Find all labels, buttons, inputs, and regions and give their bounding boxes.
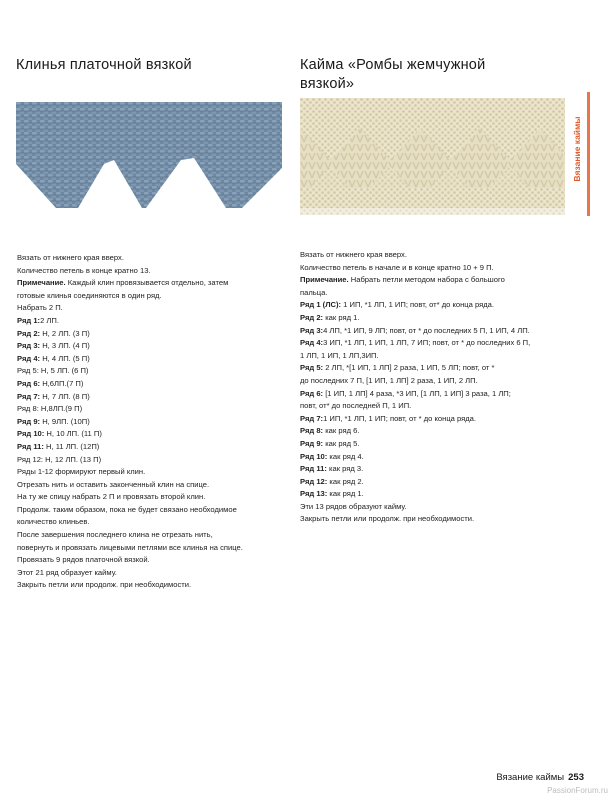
- instruction-text: пальца.: [300, 287, 328, 297]
- footer-section: Вязание каймы: [496, 772, 565, 783]
- instruction-text: Эти 13 рядов образуют кайму.: [300, 501, 407, 511]
- instruction-line: [300, 249, 562, 262]
- instruction-text: повт, от* до последней П, 1 ИП.: [300, 401, 412, 411]
- instruction-line: [17, 479, 285, 492]
- instruction-label: Ряд 10:: [17, 429, 45, 439]
- instruction-line: [300, 425, 562, 438]
- instruction-text: Закрыть петли или продолж. при необходимости.: [300, 514, 475, 524]
- instruction-label: Ряд 9:: [300, 438, 324, 448]
- instruction-line: [300, 375, 562, 388]
- instruction-line: [300, 299, 562, 312]
- instruction-line: [300, 438, 562, 451]
- instruction-line: [17, 504, 285, 517]
- instruction-label: Ряд 6:: [300, 388, 324, 398]
- instruction-text: 1 ИП, *1 ЛП, 1 ИП; повт, от * до конца ряда.: [323, 413, 477, 423]
- garter-wedges-photo: [16, 102, 282, 208]
- instruction-text: 1 ЛП, 1 ИП, 1 ЛП,3ИП.: [300, 350, 379, 360]
- instruction-text: Вязать от нижнего края вверх.: [300, 250, 407, 259]
- instruction-label: Ряд 11:: [300, 464, 327, 474]
- instruction-text: Н, 11 ЛП. (12П): [43, 441, 100, 451]
- instruction-line: [300, 501, 562, 514]
- instruction-text: Количество петель в начале и в конце кратно 10 + 9 П.: [300, 262, 494, 272]
- instruction-text: Н, 9ЛП. (10П): [40, 416, 90, 426]
- instruction-text: Закрыть петли или продолж. при необходимости.: [17, 580, 192, 590]
- instruction-text: Ряд 12: Н, 12 ЛП. (13 П): [17, 454, 102, 464]
- instruction-label: Ряд 6:: [17, 378, 41, 388]
- instruction-line: [17, 579, 285, 592]
- instruction-text: как ряд 3.: [326, 464, 364, 474]
- instruction-text: Н, 3 ЛП. (4 П): [40, 341, 90, 351]
- instruction-text: Каждый клин провязывается отдельно, затем: [65, 278, 229, 288]
- instruction-text: как ряд 4.: [327, 451, 364, 461]
- instruction-text: 2 ЛП, *[1 ИП, 1 ЛП] 2 раза, 1 ИП, 5 ЛП; повт, от *: [323, 363, 495, 373]
- instruction-line: [17, 466, 285, 479]
- instruction-line: [17, 328, 285, 341]
- instruction-line: [300, 350, 562, 363]
- instruction-line: [300, 287, 562, 300]
- instruction-text: Н,6ЛП.(7 П): [40, 378, 84, 388]
- instruction-text: Этот 21 ряд образует кайму.: [17, 567, 117, 577]
- instruction-line: [17, 416, 285, 429]
- instruction-text: [1 ИП, 1 ЛП] 4 раза, *3 ИП, [1 ЛП, 1 ИП] 3 раза, 1 ЛП;: [323, 388, 511, 398]
- instruction-line: [300, 451, 562, 464]
- page-footer: [0, 772, 584, 783]
- instruction-line: [300, 400, 562, 413]
- instruction-label: Ряд 13:: [300, 489, 328, 499]
- instruction-line: [17, 554, 285, 567]
- instruction-label: Ряд 7:: [17, 391, 41, 401]
- instruction-line: [300, 325, 562, 338]
- instruction-label: Ряд 3:: [300, 325, 324, 335]
- instruction-text: повернуть и провязать лицевыми петлями все клинья на спице.: [17, 542, 243, 552]
- instruction-line: [17, 542, 285, 555]
- instruction-line: [300, 463, 562, 476]
- instruction-label: Ряд 10:: [300, 451, 328, 461]
- seed-diamonds-photo: [300, 98, 565, 215]
- instruction-text: до последних 7 П, [1 ИП, 1 ЛП] 2 раза, 1 ИП, 2 ЛП.: [300, 375, 478, 385]
- instruction-label: Примечание.: [17, 278, 66, 288]
- instruction-text: Ряд 5: Н, 5 ЛП. (6 П): [17, 366, 89, 376]
- instruction-text: Ряды 1-12 формируют первый клин.: [17, 467, 146, 477]
- instruction-label: Ряд 2:: [17, 328, 41, 338]
- instruction-text: 1 ИП, *1 ЛП, 1 ИП; повт, от* до конца ряда.: [341, 300, 495, 310]
- instruction-text: Н, 10 ЛП. (11 П): [44, 429, 102, 439]
- instruction-text: Набрать 2 П.: [17, 303, 63, 313]
- instruction-text: Н, 4 ЛП. (5 П): [40, 353, 90, 363]
- instruction-text: как ряд 5.: [323, 438, 360, 448]
- instruction-line: [300, 337, 562, 350]
- instruction-line: [17, 491, 285, 504]
- instruction-text: как ряд 1.: [327, 489, 364, 499]
- instruction-label: Ряд 1:: [17, 315, 41, 325]
- instruction-line: [17, 391, 285, 404]
- instruction-line: [300, 413, 562, 426]
- instruction-label: Ряд 5:: [300, 363, 324, 373]
- instruction-line: [17, 277, 285, 290]
- instruction-text: Количество петель в конце кратно 13.: [17, 265, 151, 275]
- instruction-label: Примечание.: [300, 275, 349, 285]
- instruction-text: Отрезать нить и оставить законченный клин на спице.: [17, 479, 210, 489]
- instruction-text: Н, 2 ЛП. (3 П): [40, 328, 90, 338]
- instruction-line: [17, 454, 285, 467]
- instruction-text: 4 ЛП, *1 ИП, 9 ЛП; повт, от * до последних 5 П, 1 ИП, 4 ЛП.: [323, 325, 530, 335]
- instruction-text: На ту же спицу набрать 2 П и провязать второй клин.: [17, 492, 206, 502]
- chapter-side-tab: [567, 92, 585, 216]
- instruction-line: [17, 340, 285, 353]
- instruction-label: Ряд 4:: [300, 338, 324, 348]
- instruction-line: [300, 362, 562, 375]
- instruction-line: [17, 365, 285, 378]
- page-number: 253: [568, 772, 584, 783]
- instruction-text: Провязать 9 рядов платочной вязкой.: [17, 555, 150, 565]
- chapter-side-label: Вязание каймы: [572, 116, 582, 182]
- instruction-text: Продолж. таким образом, пока не будет связано необходимое: [17, 504, 237, 514]
- watermark: PassionForum.ru: [547, 786, 608, 795]
- instruction-line: [17, 529, 285, 542]
- instruction-label: Ряд 3:: [17, 341, 41, 351]
- left-section-title: Клинья платочной вязкой: [16, 57, 192, 73]
- instruction-text: количество клиньев.: [17, 517, 90, 527]
- instruction-label: Ряд 7:: [300, 413, 324, 423]
- instruction-line: [300, 312, 562, 325]
- instruction-line: [17, 353, 285, 366]
- instruction-line: [17, 302, 285, 315]
- left-instructions: [17, 252, 285, 592]
- instruction-line: [300, 488, 562, 501]
- instruction-text: Н, 7 ЛП. (8 П): [40, 391, 90, 401]
- right-section-title: Кайма «Ромбы жемчужной вязкой»: [300, 57, 486, 92]
- instruction-line: [17, 441, 285, 454]
- instruction-line: [17, 403, 285, 416]
- chapter-side-marker: [587, 92, 590, 216]
- instruction-line: [17, 567, 285, 580]
- instruction-text: как ряд 1.: [323, 312, 360, 322]
- instruction-text: Вязать от нижнего края вверх.: [17, 253, 124, 262]
- instruction-line: [17, 516, 285, 529]
- instruction-label: Ряд 4:: [17, 353, 41, 363]
- instruction-line: [17, 290, 285, 303]
- instruction-label: Ряд 2:: [300, 312, 324, 322]
- instruction-line: [17, 315, 285, 328]
- instruction-text: готовые клинья соединяются в один ряд.: [17, 290, 162, 300]
- instruction-line: [17, 252, 285, 265]
- instruction-text: Набрать петли методом набора с большого: [348, 275, 505, 285]
- instruction-line: [300, 388, 562, 401]
- instruction-text: как ряд 6.: [323, 426, 360, 436]
- instruction-line: [17, 428, 285, 441]
- instruction-line: [300, 274, 562, 287]
- instruction-line: [17, 378, 285, 391]
- right-instructions: [300, 249, 562, 526]
- instruction-label: Ряд 8:: [300, 426, 324, 436]
- instruction-line: [300, 513, 562, 526]
- instruction-text: Ряд 8: Н,8ЛП.(9 П): [17, 404, 83, 414]
- instruction-text: как ряд 2.: [327, 476, 364, 486]
- instruction-label: Ряд 9:: [17, 416, 41, 426]
- instruction-label: Ряд 1 (ЛС):: [300, 300, 342, 310]
- instruction-label: Ряд 12:: [300, 476, 328, 486]
- instruction-text: После завершения последнего клина не отрезать нить,: [17, 530, 213, 540]
- instruction-text: 2 ЛП.: [40, 315, 59, 325]
- instruction-line: [300, 262, 562, 275]
- instruction-line: [300, 476, 562, 489]
- instruction-text: 3 ИП, *1 ЛП, 1 ИП, 1 ЛП, 7 ИП; повт, от * до последних 6 П,: [323, 338, 531, 348]
- instruction-line: [17, 265, 285, 278]
- instruction-label: Ряд 11:: [17, 441, 44, 451]
